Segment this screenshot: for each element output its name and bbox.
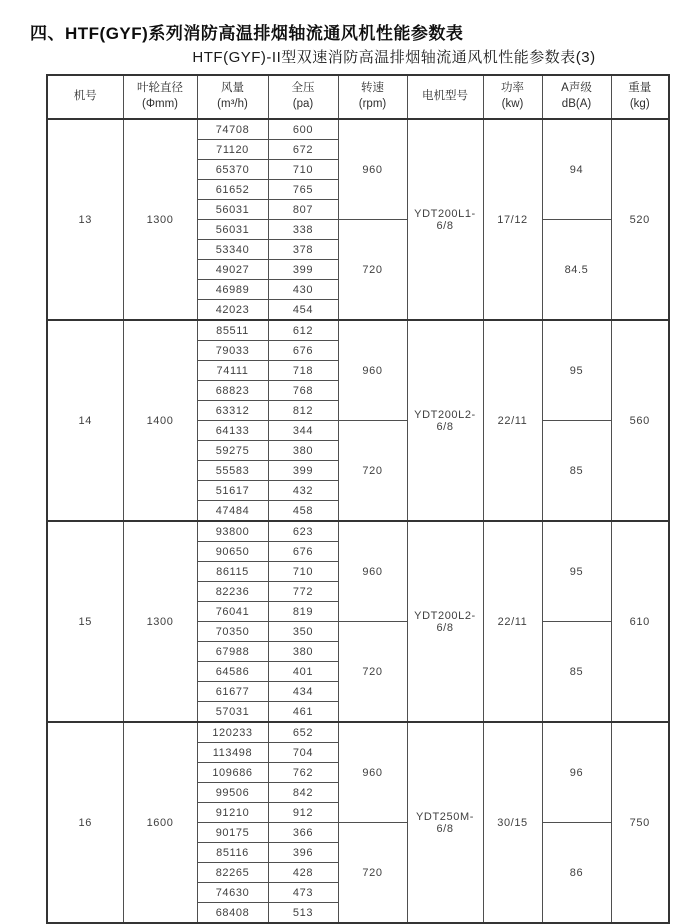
cell-airflow: 76041	[197, 602, 268, 622]
cell-model-no: 14	[47, 320, 123, 521]
cell-airflow: 65370	[197, 160, 268, 180]
cell-power: 17/12	[483, 119, 542, 320]
cell-pressure: 762	[268, 763, 338, 783]
cell-airflow: 93800	[197, 521, 268, 542]
col-header-weight: 重量 (kg)	[611, 75, 669, 119]
cell-noise-high: 95	[542, 320, 611, 421]
cell-weight: 610	[611, 521, 669, 722]
cell-airflow: 63312	[197, 401, 268, 421]
cell-pressure: 710	[268, 160, 338, 180]
cell-noise-high: 96	[542, 722, 611, 823]
col-header-diameter: 叶轮直径 (Φmm)	[123, 75, 197, 119]
cell-airflow: 53340	[197, 240, 268, 260]
cell-motor: YDT200L1-6/8	[407, 119, 483, 320]
cell-airflow: 113498	[197, 743, 268, 763]
cell-airflow: 109686	[197, 763, 268, 783]
cell-pressure: 513	[268, 903, 338, 924]
cell-airflow: 82265	[197, 863, 268, 883]
cell-airflow: 90175	[197, 823, 268, 843]
col-header-model-no: 机号	[47, 75, 123, 119]
cell-noise-low: 86	[542, 823, 611, 924]
cell-pressure: 378	[268, 240, 338, 260]
cell-airflow: 68823	[197, 381, 268, 401]
col-header-power: 功率 (kw)	[483, 75, 542, 119]
cell-airflow: 51617	[197, 481, 268, 501]
cell-noise-low: 85	[542, 622, 611, 723]
cell-speed-high: 960	[338, 320, 407, 421]
cell-pressure: 768	[268, 381, 338, 401]
cell-airflow: 64586	[197, 662, 268, 682]
cell-pressure: 676	[268, 341, 338, 361]
table-row	[47, 722, 669, 743]
cell-pressure: 396	[268, 843, 338, 863]
cell-pressure: 812	[268, 401, 338, 421]
cell-power: 22/11	[483, 320, 542, 521]
cell-pressure: 600	[268, 119, 338, 140]
cell-pressure: 399	[268, 260, 338, 280]
cell-pressure: 842	[268, 783, 338, 803]
table-row	[47, 119, 669, 140]
cell-diameter: 1600	[123, 722, 197, 923]
cell-pressure: 772	[268, 582, 338, 602]
cell-airflow: 70350	[197, 622, 268, 642]
col-header-speed: 转速 (rpm)	[338, 75, 407, 119]
cell-speed-high: 960	[338, 521, 407, 622]
cell-pressure: 399	[268, 461, 338, 481]
cell-pressure: 704	[268, 743, 338, 763]
cell-airflow: 85511	[197, 320, 268, 341]
cell-model-no: 13	[47, 119, 123, 320]
cell-airflow: 56031	[197, 220, 268, 240]
cell-airflow: 42023	[197, 300, 268, 321]
cell-speed-low: 720	[338, 421, 407, 522]
table-subtitle: HTF(GYF)-II型双速消防高温排烟轴流通风机性能参数表(3)	[192, 49, 596, 66]
cell-pressure: 432	[268, 481, 338, 501]
cell-power: 30/15	[483, 722, 542, 923]
cell-pressure: 428	[268, 863, 338, 883]
cell-airflow: 99506	[197, 783, 268, 803]
cell-pressure: 454	[268, 300, 338, 321]
table-row	[47, 521, 669, 542]
cell-weight: 750	[611, 722, 669, 923]
cell-pressure: 710	[268, 562, 338, 582]
cell-airflow: 120233	[197, 722, 268, 743]
cell-speed-low: 720	[338, 823, 407, 924]
cell-diameter: 1300	[123, 119, 197, 320]
cell-airflow: 55583	[197, 461, 268, 481]
cell-pressure: 473	[268, 883, 338, 903]
cell-model-no: 15	[47, 521, 123, 722]
cell-diameter: 1400	[123, 320, 197, 521]
cell-pressure: 765	[268, 180, 338, 200]
cell-airflow: 67988	[197, 642, 268, 662]
cell-airflow: 71120	[197, 140, 268, 160]
cell-airflow: 74630	[197, 883, 268, 903]
cell-airflow: 91210	[197, 803, 268, 823]
col-header-pressure: 全压 (pa)	[268, 75, 338, 119]
cell-airflow: 61652	[197, 180, 268, 200]
cell-airflow: 90650	[197, 542, 268, 562]
cell-pressure: 434	[268, 682, 338, 702]
cell-motor: YDT250M-6/8	[407, 722, 483, 923]
cell-motor: YDT200L2-6/8	[407, 521, 483, 722]
cell-airflow: 79033	[197, 341, 268, 361]
cell-noise-low: 85	[542, 421, 611, 522]
cell-pressure: 461	[268, 702, 338, 723]
cell-speed-low: 720	[338, 622, 407, 723]
cell-motor: YDT200L2-6/8	[407, 320, 483, 521]
cell-pressure: 380	[268, 441, 338, 461]
cell-pressure: 819	[268, 602, 338, 622]
cell-speed-low: 720	[338, 220, 407, 321]
cell-pressure: 430	[268, 280, 338, 300]
cell-power: 22/11	[483, 521, 542, 722]
col-header-motor: 电机型号	[407, 75, 483, 119]
cell-speed-high: 960	[338, 722, 407, 823]
cell-airflow: 82236	[197, 582, 268, 602]
cell-airflow: 59275	[197, 441, 268, 461]
cell-airflow: 74111	[197, 361, 268, 381]
cell-airflow: 57031	[197, 702, 268, 723]
col-header-noise: A声级 dB(A)	[542, 75, 611, 119]
cell-pressure: 366	[268, 823, 338, 843]
cell-airflow: 68408	[197, 903, 268, 924]
table-row	[47, 320, 669, 341]
cell-airflow: 85116	[197, 843, 268, 863]
cell-weight: 560	[611, 320, 669, 521]
col-header-airflow: 风量 (m³/h)	[197, 75, 268, 119]
cell-pressure: 350	[268, 622, 338, 642]
cell-airflow: 49027	[197, 260, 268, 280]
cell-noise-high: 95	[542, 521, 611, 622]
cell-airflow: 64133	[197, 421, 268, 441]
cell-pressure: 652	[268, 722, 338, 743]
cell-pressure: 338	[268, 220, 338, 240]
performance-table-container	[46, 74, 670, 924]
cell-pressure: 718	[268, 361, 338, 381]
cell-pressure: 807	[268, 200, 338, 220]
cell-pressure: 672	[268, 140, 338, 160]
cell-weight: 520	[611, 119, 669, 320]
cell-airflow: 47484	[197, 501, 268, 522]
cell-airflow: 86115	[197, 562, 268, 582]
cell-pressure: 623	[268, 521, 338, 542]
cell-diameter: 1300	[123, 521, 197, 722]
cell-pressure: 458	[268, 501, 338, 522]
cell-pressure: 380	[268, 642, 338, 662]
cell-pressure: 344	[268, 421, 338, 441]
cell-airflow: 74708	[197, 119, 268, 140]
cell-noise-low: 84.5	[542, 220, 611, 321]
cell-speed-high: 960	[338, 119, 407, 220]
cell-pressure: 401	[268, 662, 338, 682]
cell-pressure: 912	[268, 803, 338, 823]
cell-pressure: 612	[268, 320, 338, 341]
table-header-row	[47, 75, 669, 119]
cell-noise-high: 94	[542, 119, 611, 220]
cell-airflow: 56031	[197, 200, 268, 220]
cell-pressure: 676	[268, 542, 338, 562]
cell-airflow: 46989	[197, 280, 268, 300]
cell-airflow: 61677	[197, 682, 268, 702]
cell-model-no: 16	[47, 722, 123, 923]
performance-table	[46, 74, 670, 924]
page-title: 四、HTF(GYF)系列消防高温排烟轴流通风机性能参数表	[30, 24, 464, 44]
table-body	[47, 119, 669, 923]
